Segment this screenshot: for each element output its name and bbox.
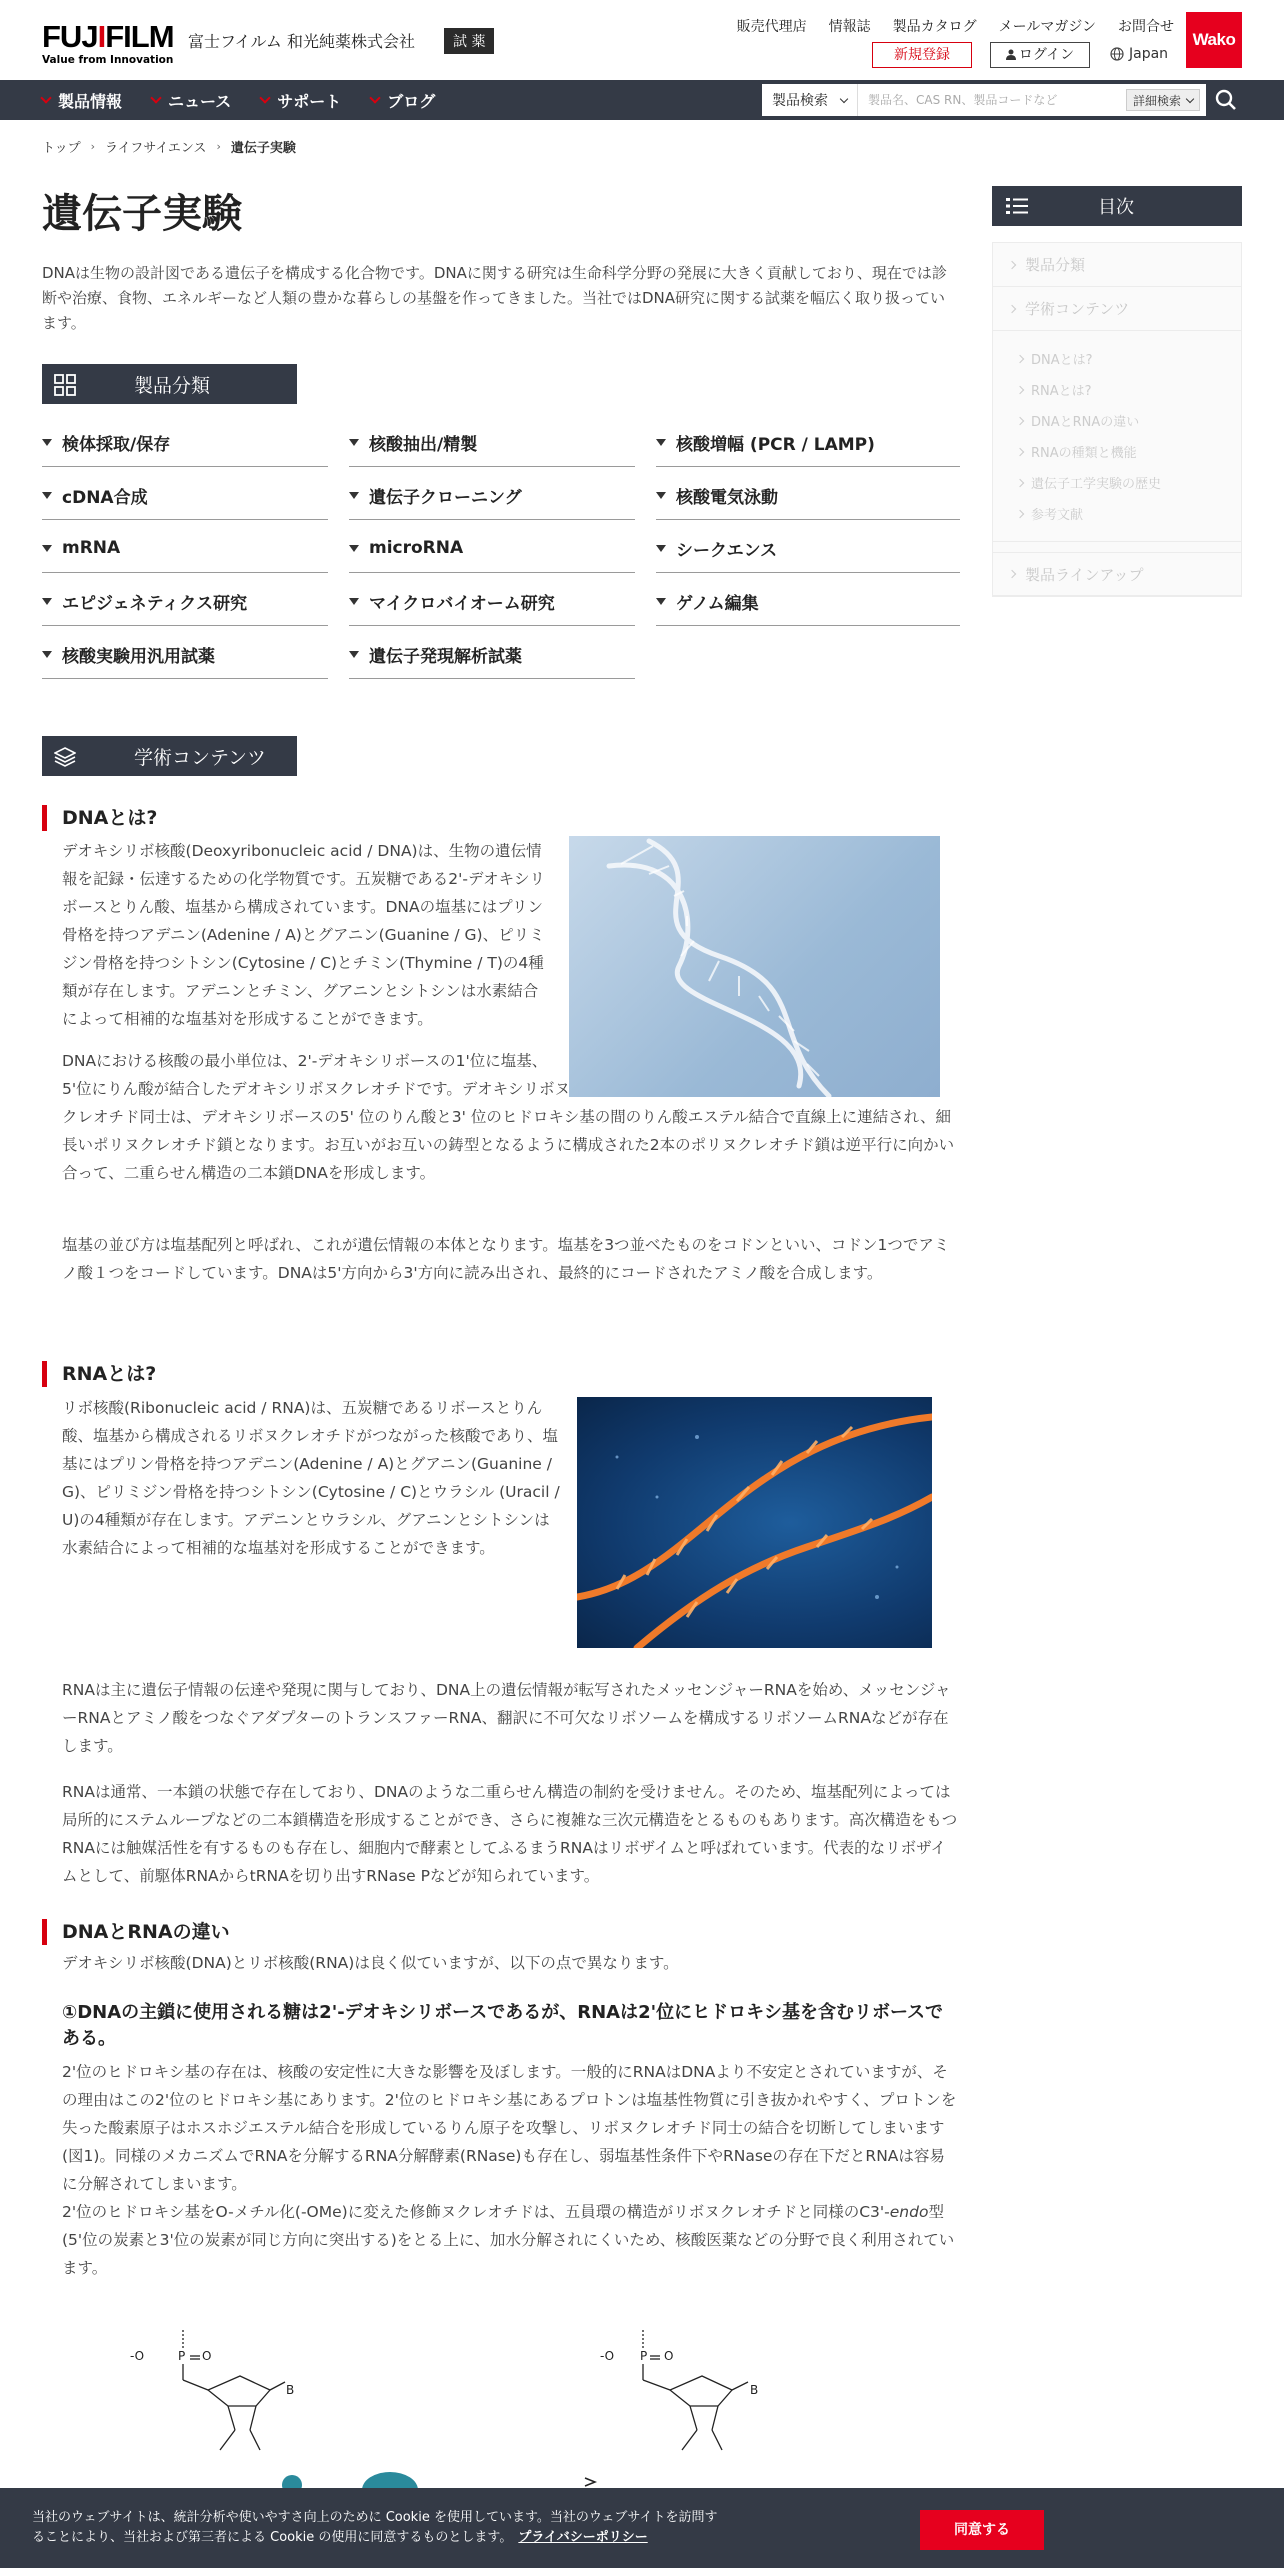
category-item[interactable] xyxy=(349,414,635,467)
toc-item-label: 製品ラインアップ xyxy=(1025,565,1144,584)
page-title: 遺伝子実験 xyxy=(42,191,242,237)
category-item[interactable] xyxy=(656,573,960,626)
chevron-right-icon xyxy=(1016,509,1024,517)
dna-rna-difference-heading: DNAとRNAの違い xyxy=(42,1919,230,1945)
nav-support[interactable] xyxy=(261,89,341,112)
category-item[interactable] xyxy=(656,467,960,520)
figure-label-o-minus: -O xyxy=(130,2349,145,2363)
page-intro: DNAは生物の設計図である遺伝子を構成する化合物です。DNAに関する研究は生命科学分野の発展に大きく貢献しており、現在では診断や治療、食物、エネルギーなど人類の豊かな暮らしの基盤を作ってきました。当社ではDNA研究に関する試薬を幅広く取り扱っています。 xyxy=(42,264,947,332)
search-icon xyxy=(1215,89,1237,111)
academic-content-heading-label: 学術コンテンツ xyxy=(134,746,267,769)
cookie-text xyxy=(32,2508,722,2548)
site-header xyxy=(0,0,1284,80)
chevron-right-icon xyxy=(1008,304,1016,312)
toc-subitem-difference[interactable] xyxy=(1017,405,1241,436)
search-category-label: 製品検索 xyxy=(772,93,828,109)
breadcrumb-top[interactable]: トップ xyxy=(42,141,81,156)
figure-label-o: O xyxy=(202,2349,212,2363)
top-links xyxy=(737,16,1174,36)
search-bar xyxy=(762,84,1206,116)
toc-subitem-label: 遺伝子工学実験の歴史 xyxy=(1031,477,1162,492)
toc-subitem-rna-types[interactable] xyxy=(1017,436,1241,467)
breadcrumb-current: 遺伝子実験 xyxy=(230,141,296,156)
category-item[interactable] xyxy=(42,573,328,626)
toc-subitem-label: 参考文献 xyxy=(1031,508,1084,523)
toc-item-label: 製品分類 xyxy=(1025,256,1086,274)
caret-down-icon xyxy=(42,651,52,658)
category-label: microRNA xyxy=(369,538,464,558)
chevron-right-icon xyxy=(1008,570,1016,578)
cookie-banner xyxy=(0,2488,1284,2568)
rna-strand-illustration xyxy=(577,1397,932,1648)
logo-wordmark: FUJIFILM xyxy=(42,19,174,54)
nav-news[interactable] xyxy=(152,89,231,112)
nav-products[interactable] xyxy=(42,89,122,112)
dna-paragraph-1: デオキシリボ核酸(Deoxyribonucleic acid / DNA)は、生物の遺伝情報を記録・伝達するための化学物質です。五炭糖である2'-デオキシリボースとりん酸、塩基から構成されています。DNAの塩基にはプリン骨格を持つアデニン(Adenine / A)とグアニン(Guanine / G)、ピリミジン骨格を持つシトシン(Cytosine / C)とチミン(Thymine / T)の4種類が存在します。アデニンとチミン、グアニンとシトシンは水素結合によって相補的な塩基対を形成することができます。 xyxy=(62,842,546,1028)
category-label: 核酸実験用汎用試薬 xyxy=(62,646,215,667)
toc-subitem-history[interactable] xyxy=(1017,467,1241,498)
toc-subitem-label: RNAの種類と機能 xyxy=(1031,446,1137,461)
chevron-right-icon: › xyxy=(90,140,96,153)
difference-paragraph-1: 2'位のヒドロキシ基の存在は、核酸の安定性に大きな影響を及ぼします。一般的にRNAはDNAより不安定とされていますが、その理由はこの2'位のヒドロキシ基にあります。2'位のヒドロキシ基にあるプロトンは塩基性物質に引き抜かれやすく、プロトンを失った酸素原子はホスホジエステル結合を形成しているりん原子を攻撃し、リボヌクレオチド同士の結合を切断してしまいます(図1)。同様のメカニズムでRNAを分解するRNA分解酵素(RNase)も存在し、弱塩基性条件下やRNaseの存在下だとRNAは容易に分解されてしまいます。 xyxy=(62,2063,957,2193)
category-item[interactable] xyxy=(42,414,328,467)
caret-down-icon xyxy=(42,492,52,499)
product-category-heading xyxy=(42,364,297,404)
register-button[interactable]: 新規登録 xyxy=(872,42,972,68)
caret-down-icon xyxy=(349,492,359,499)
search-input[interactable] xyxy=(858,84,1126,116)
category-label: エピジェネティクス研究 xyxy=(62,593,248,614)
globe-icon xyxy=(1110,47,1124,61)
main-content xyxy=(42,180,960,679)
login-label: ログイン xyxy=(1018,47,1075,63)
caret-down-icon xyxy=(349,545,359,552)
chevron-right-icon xyxy=(1016,354,1024,362)
toc-list xyxy=(992,242,1242,597)
category-label: 核酸抽出/精製 xyxy=(369,434,478,455)
category-item[interactable] xyxy=(349,573,635,626)
category-item[interactable] xyxy=(42,520,328,573)
chevron-right-icon xyxy=(1016,416,1024,424)
chevron-right-icon xyxy=(1016,478,1024,486)
toc-subitem-references[interactable] xyxy=(1017,498,1241,529)
rna-heading: RNAとは? xyxy=(42,1361,156,1387)
product-category-heading-label: 製品分類 xyxy=(134,374,211,397)
toc-subitem-dna[interactable] xyxy=(1017,343,1241,374)
figure-label-p: P xyxy=(178,2349,186,2363)
chevron-right-icon: › xyxy=(216,140,221,153)
difference-paragraph-2-b: 型(5'位の炭素と3'位の炭素が同じ方向に突出する)をとる上に、加水分解されにくいため、核酸医薬などの分野で良く利用されています。 xyxy=(62,2203,955,2277)
chevron-down-icon xyxy=(370,92,381,103)
user-icon xyxy=(1006,49,1016,60)
caret-down-icon xyxy=(42,545,52,552)
language-selector[interactable] xyxy=(1110,46,1168,62)
rna-paragraph-2: RNAは主に遺伝子情報の伝達や発現に関与しており、DNA上の遺伝情報が転写されたメッセンジャーRNAを始め、メッセンジャーRNAとアミノ酸をつなぐアダプターのトランスファーRNA、翻訳に不可欠なリボソームを構成するリボソームRNAなどが存在します。 xyxy=(62,1681,951,1755)
figure-label-o: O xyxy=(664,2349,674,2363)
chevron-down-icon xyxy=(260,92,271,103)
top-link-magazine[interactable]: 情報誌 xyxy=(828,19,871,35)
category-grid xyxy=(42,414,960,679)
caret-down-icon xyxy=(656,598,666,605)
difference-lead: デオキシリボ核酸(DNA)とリボ核酸(RNA)は良く似ていますが、以下の点で異なります。 xyxy=(62,1954,679,1972)
toc-item-lineup[interactable] xyxy=(993,552,1241,596)
difference-paragraph-2-a: 2'位のヒドロキシ基をO-メチル化(-OMe)に変えた修飾ヌクレオチドは、五員環の構造がリボヌクレオチドと同様のC3'- xyxy=(62,2203,890,2221)
category-label: cDNA合成 xyxy=(62,487,148,508)
toc-item-product-category[interactable] xyxy=(993,243,1241,287)
nav-products-label: 製品情報 xyxy=(58,91,123,111)
top-link-catalog[interactable]: 製品カタログ xyxy=(892,19,977,35)
chevron-down-icon xyxy=(840,94,848,102)
category-item[interactable] xyxy=(656,414,960,467)
category-item[interactable] xyxy=(42,467,328,520)
wako-logo[interactable]: Wako xyxy=(1186,12,1242,68)
toc-subitem-label: DNAとは? xyxy=(1031,353,1093,368)
category-label: シークエンス xyxy=(676,540,778,561)
toc-item-academic[interactable] xyxy=(993,287,1241,331)
hydrolysis-figure xyxy=(60,2320,880,2488)
figure-label-p: P xyxy=(640,2349,648,2363)
toc-subitem-label: DNAとRNAの違い xyxy=(1031,415,1140,430)
caret-down-icon xyxy=(42,598,52,605)
search-button[interactable] xyxy=(1210,84,1242,116)
rna-paragraph-3: RNAは通常、一本鎖の状態で存在しており、DNAのような二重らせん構造の制約を受けません。そのため、塩基配列によっては局所的にステムループなどの二本鎖構造を形成することができ、さらに複雑な三次元構造をとるものもあります。高次構造をもつRNAには触媒活性を有するものも存在し、細胞内で酵素としてふるまうRNAはリボザイムと呼ばれています。代表的なリボザイムとして、前駆体RNAからtRNAを切り出すRNase Pなどが知られています。 xyxy=(62,1783,958,1885)
dna-heading: DNAとは? xyxy=(42,805,157,831)
chevron-down-icon xyxy=(40,92,51,103)
academic-content-heading xyxy=(42,736,297,776)
toc-subitem-label: RNAとは? xyxy=(1031,384,1092,399)
category-item[interactable] xyxy=(349,467,635,520)
category-label: 遺伝子クローニング xyxy=(369,487,522,508)
difference-paragraph-2-italic: endo xyxy=(889,2203,929,2221)
rna-paragraph-1: リボ核酸(Ribonucleic acid / RNA)は、五炭糖であるリボースとりん酸、塩基から構成されるリボヌクレオチドがつながった核酸であり、塩基にはプリン骨格を持つアデニン(Adenine / A)とグアニン(Guanine / G)、ピリミジン骨格を持つシトシン(Cytosine / C)とウラシル (Uracil / U)の4種類が存在します。アデニンとウラシル、グアニンとシトシンは水素結合によって相補的な塩基対を形成することができます。 xyxy=(62,1399,560,1557)
caret-down-icon xyxy=(42,439,52,446)
caret-down-icon xyxy=(349,651,359,658)
caret-down-icon xyxy=(349,439,359,446)
nav-blog-label: ブログ xyxy=(387,91,436,111)
difference-point-1: ①DNAの主鎖に使用される糖は2'-デオキシリボースであるが、RNAは2'位にヒドロキシ基を含むリボースである。 xyxy=(62,2002,944,2049)
list-icon xyxy=(1006,197,1028,215)
cookie-message: 当社のウェブサイトは、統計分析や使いやすさ向上のために Cookie を使用しています。当社のウェブサイトを訪問することにより、当社および第三者による Cookie の使用に同意するものとします。 xyxy=(32,2510,718,2545)
category-label: 遺伝子発現解析試薬 xyxy=(369,646,522,667)
rna-strand-image xyxy=(577,1397,932,1648)
category-item[interactable] xyxy=(349,626,635,679)
figure-label-b: B xyxy=(286,2383,295,2397)
company-name[interactable]: 富士フイルム 和光純薬株式会社 xyxy=(188,32,416,51)
figure-label-o-minus: -O xyxy=(600,2349,615,2363)
main-nav xyxy=(0,80,1284,120)
dna-paragraph-2-text: DNAにおける核酸の最小単位は、2'-デオキシリボースの1'位に塩基、5'位にりん酸が結合したデオキシリボヌクレオチドです。デオキシリボヌクレオチド同士は、デオキシリボースの5' 位のりん酸と3' 位のヒドロキシ基の間のりん酸エステル結合で直線上に連結され、細長いポリヌクレオチド鎖となります。お互いがお互いの鋳型となるように構成された2本のポリヌクレオチド鎖は逆平行に向かい合って、二重らせん構造の二本鎖DNAを形成します。 xyxy=(62,1052,955,1182)
chevron-down-icon xyxy=(150,92,161,103)
nav-news-label: ニュース xyxy=(168,91,232,111)
category-label: mRNA xyxy=(62,538,121,558)
logo-tagline: Value from Innovation xyxy=(42,54,174,66)
caret-down-icon xyxy=(349,598,359,605)
category-item[interactable] xyxy=(349,520,635,573)
category-label: マイクロバイオーム研究 xyxy=(369,593,555,614)
top-link-newsletter[interactable]: メールマガジン xyxy=(998,19,1096,35)
chevron-down-icon xyxy=(1186,94,1194,102)
dna-paragraph-3: 塩基の並び方は塩基配列と呼ばれ、これが遺伝情報の本体となります。塩基を3つ並べたものをコドンといい、コドン1つでアミノ酸１つをコードしています。DNAは5'方向から3'方向に読み出され、最終的にコードされたアミノ酸を合成します。 xyxy=(62,1236,950,1282)
toc-item-label: 学術コンテンツ xyxy=(1025,300,1130,318)
category-item[interactable] xyxy=(656,520,960,573)
nav-support-label: サポート xyxy=(277,91,342,111)
toc-heading-label: 目次 xyxy=(1098,197,1134,218)
toc-heading xyxy=(992,186,1242,226)
toc-subitem-rna[interactable] xyxy=(1017,374,1241,405)
grid-icon xyxy=(54,374,76,396)
category-label: ゲノム編集 xyxy=(676,593,759,614)
chevron-right-icon xyxy=(1016,447,1024,455)
dna-paragraph-2 xyxy=(42,1047,960,1187)
difference-paragraph-2 xyxy=(42,2198,960,2282)
category-label: 核酸電気泳動 xyxy=(676,487,778,508)
breadcrumb-life-science[interactable]: ライフサイエンス xyxy=(105,141,207,156)
reagent-badge: 試 薬 xyxy=(444,28,494,54)
login-button[interactable] xyxy=(990,42,1090,68)
chevron-right-icon xyxy=(1016,385,1024,393)
search-category-select[interactable] xyxy=(762,84,858,116)
language-label: Japan xyxy=(1129,46,1169,62)
top-link-contact[interactable]: お問合せ xyxy=(1118,19,1174,35)
nav-blog[interactable] xyxy=(371,89,435,112)
breadcrumb xyxy=(42,137,296,156)
privacy-policy-link[interactable]: プライバシーポリシー xyxy=(518,2530,648,2545)
category-label: 検体採取/保存 xyxy=(62,434,171,455)
cookie-accept-button[interactable]: 同意する xyxy=(920,2510,1044,2550)
advanced-search-button[interactable] xyxy=(1126,89,1200,111)
layers-icon xyxy=(54,746,76,768)
caret-down-icon xyxy=(656,439,666,446)
top-link-distributors[interactable]: 販売代理店 xyxy=(736,19,807,35)
category-item[interactable] xyxy=(42,626,328,679)
figure-label-b: B xyxy=(750,2383,759,2397)
advanced-search-label: 詳細検索 xyxy=(1132,93,1181,108)
fujifilm-logo[interactable] xyxy=(42,19,174,66)
caret-down-icon xyxy=(656,492,666,499)
chevron-right-icon xyxy=(1008,260,1016,268)
toc-sublist xyxy=(993,331,1241,542)
category-label: 核酸増幅 (PCR / LAMP) xyxy=(676,434,875,455)
caret-down-icon xyxy=(656,545,666,552)
